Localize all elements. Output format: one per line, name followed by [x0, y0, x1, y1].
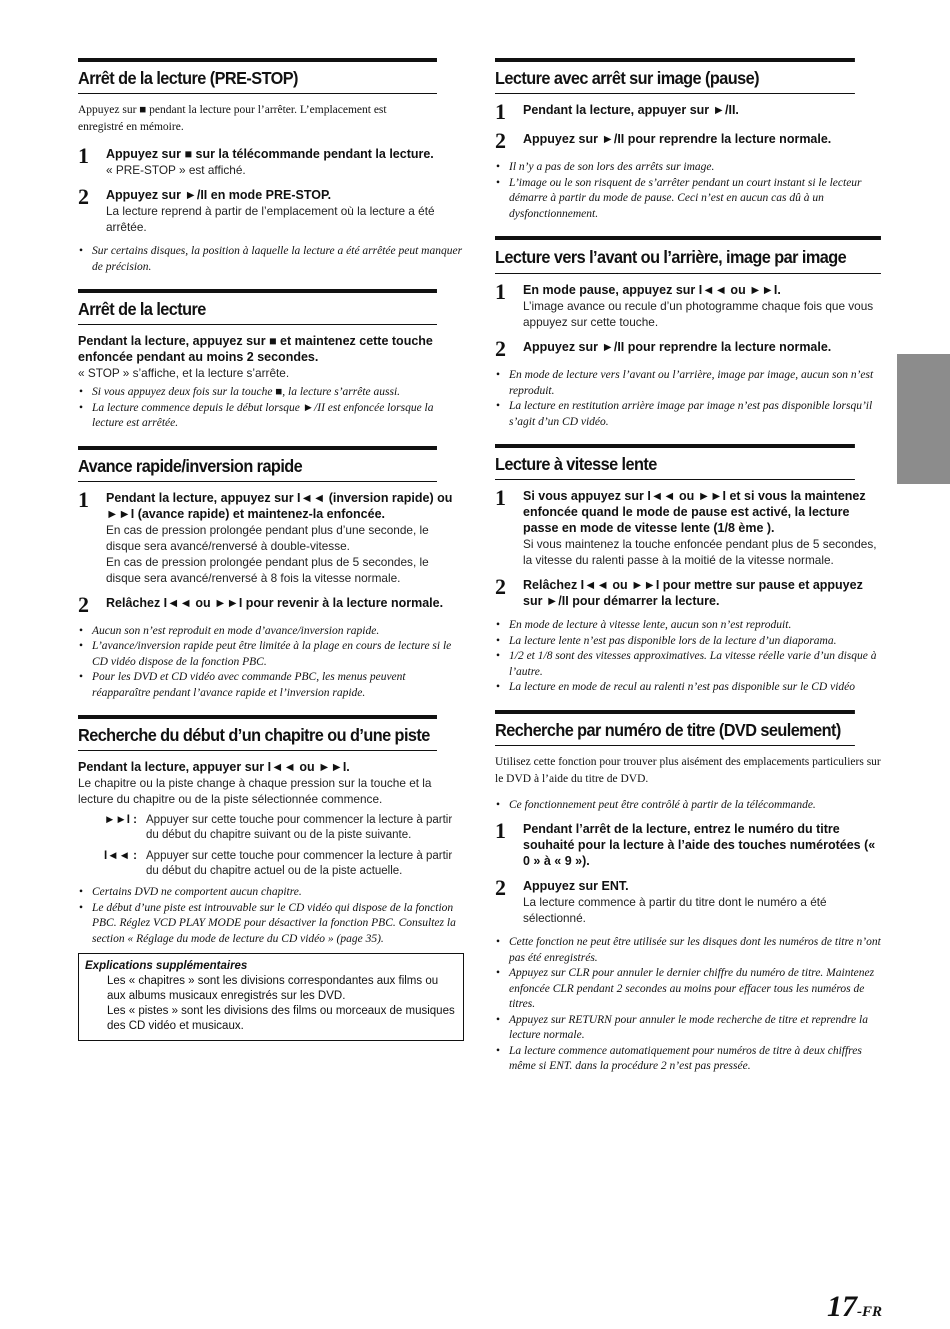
- heading-slow-motion: Lecture à vitesse lente: [495, 444, 855, 480]
- fastfwd-step-2: [78, 591, 464, 617]
- step-number: 2: [495, 128, 506, 153]
- frame-notes: [495, 368, 882, 430]
- note: • Si vous appuyez deux fois sur la touche ■, la lecture s’arrête aussi.: [78, 385, 464, 401]
- explanation-box: [78, 953, 464, 1041]
- step-title: Appuyez sur ►/II pour reprendre la lecture normale.: [523, 340, 832, 354]
- key-prev-row: [104, 849, 464, 879]
- stop-instruction: Pendant la lecture, appuyez sur ■ et maintenez cette touche enfoncée pendant au moins 2 secondes.: [78, 334, 433, 364]
- step-title: Relâchez I◄◄ ou ►►I pour revenir à la lecture normale.: [106, 595, 444, 610]
- step-title: Appuyez sur ENT.: [523, 879, 629, 893]
- title-step-2: [495, 875, 882, 926]
- chapter-description: Le chapitre ou la piste change à chaque pression sur la touche et la lecture du chapitre ou de la piste sélectionnée commence.: [78, 776, 432, 806]
- step-number: 1: [495, 485, 506, 510]
- note: • La lecture en mode de recul au ralenti n’est pas disponible sur le CD vidéo: [495, 680, 882, 696]
- stop-result: « STOP » s’affiche, et la lecture s’arrête.: [78, 366, 290, 380]
- title-intro: Utilisez cette fonction pour trouver plus aisément des emplacements particuliers sur le DVD à l’aide du titre de DVD.: [495, 755, 881, 785]
- note: • La lecture commence automatiquement pour numéros de titre à deux chiffres même si ENT. dans la procédure 2 n’est pas pressée.: [495, 1044, 882, 1075]
- note: • L’avance/inversion rapide peut être limitée à la plage en cours de lecture si le CD vidéo dispose de la fonction PBC.: [78, 639, 464, 670]
- note: • Appuyez sur RETURN pour annuler le mode recherche de titre et reprendre la lecture normale.: [495, 1013, 882, 1044]
- step-desc: Si vous maintenez la touche enfoncée pendant plus de 5 secondes, la vitesse du ralenti passe à la moitié de la vitesse normale.: [523, 537, 877, 567]
- explanation-tracks: Les « pistes » sont les divisions des films ou morceaux de musiques des CD vidéo et musicaux.: [107, 1005, 455, 1032]
- heading-title-search: Recherche par numéro de titre (DVD seulement): [495, 710, 855, 746]
- step-title: Si vous appuyez sur I◄◄ ou ►►I et si vous la maintenez enfoncée quand le mode de pause est activé, la lecture passe en mode de vitesse lente (1/8 ème ).: [523, 489, 866, 535]
- key-prev-text: Appuyer sur cette touche pour commencer la lecture à partir du début du chapitre actuel ou de la piste actuelle.: [146, 850, 453, 877]
- explanation-title: Explications supplémentaires: [85, 960, 248, 972]
- pause-step-1: [495, 99, 882, 124]
- step-desc: En cas de pression prolongée pendant plus de 5 secondes, le disque sera avancé/renversé à 8 fois la vitesse normale.: [106, 554, 429, 585]
- step-number: 1: [495, 279, 506, 304]
- note: • L’image ou le son risquent de s’arrêter pendant un court instant si le lecteur démarre à partir du mode de pause. Ceci n’est en aucun cas dû à un dysfonctionnement.: [495, 176, 882, 223]
- note: • Ce fonctionnement peut être contrôlé à partir de la télécommande.: [495, 798, 882, 814]
- step-title: Relâchez I◄◄ ou ►►I pour mettre sur pause et appuyez sur ►/II pour démarrer la lecture.: [523, 578, 863, 608]
- chapter-notes: [78, 885, 464, 947]
- key-next-row: [104, 813, 464, 843]
- slow-step-1: [495, 485, 882, 568]
- key-next-text: Appuyer sur cette touche pour commencer la lecture à partir du début du chapitre suivant ou de la piste suivante.: [146, 814, 453, 841]
- page-number-value: 17: [826, 1290, 857, 1323]
- page-number-suffix: -FR: [856, 1304, 882, 1320]
- heading-prestop: Arrêt de la lecture (PRE-STOP): [78, 58, 437, 94]
- step-number: 2: [495, 875, 506, 900]
- step-number: 1: [495, 99, 506, 124]
- right-column: [495, 58, 882, 1089]
- note: • En mode de lecture à vitesse lente, aucun son n’est reproduit.: [495, 618, 882, 634]
- slow-step-2: [495, 574, 882, 609]
- prestop-notes: [78, 244, 464, 275]
- note: • En mode de lecture vers l’avant ou l’arrière, image par image, aucun son n’est reproduit.: [495, 368, 882, 399]
- title-pre-notes: [495, 798, 882, 814]
- step-number: 2: [495, 574, 506, 599]
- step-desc: En cas de pression prolongée pendant plus d’une seconde, le disque sera avancé/renversé à double-vitesse.: [106, 522, 429, 553]
- step-number: 2: [495, 336, 506, 361]
- step-desc: L’image avance ou recule d’un photogramme chaque fois que vous appuyez sur cette touche.: [523, 299, 874, 329]
- note: • Il n’y a pas de son lors des arrêts sur image.: [495, 160, 882, 176]
- note: • La lecture en restitution arrière image par image n’est pas disponible lorsqu’il s’agit d’un CD vidéo.: [495, 399, 882, 430]
- section-pause: [495, 58, 882, 222]
- frame-step-2: [495, 336, 882, 361]
- pause-step-2: [495, 128, 882, 153]
- heading-chapter-search: Recherche du début d’un chapitre ou d’une piste: [78, 715, 437, 751]
- heading-fast-forward: Avance rapide/inversion rapide: [78, 446, 437, 482]
- prestop-step-1: [78, 143, 464, 178]
- step-title: Pendant la lecture, appuyer sur ►/II.: [523, 103, 739, 117]
- prestop-step-2: [78, 184, 464, 235]
- prestop-intro-line1: Appuyez sur ■ pendant la lecture pour l’arrêter. L’emplacement est: [78, 104, 387, 116]
- previous-icon: I◄◄ :: [104, 850, 137, 862]
- pause-notes: [495, 160, 882, 222]
- page-number: [827, 1290, 882, 1324]
- section-frame-by-frame: [495, 236, 882, 430]
- section-prestop: [78, 58, 464, 275]
- title-step-1: [495, 818, 882, 869]
- explanation-chapters: Les « chapitres » sont les divisions correspondantes aux films ou aux albums musicaux enregistrés sur les DVD.: [107, 975, 439, 1002]
- note: • Le début d’une piste est introuvable sur le CD vidéo qui dispose de la fonction PBC. Réglez VCD PLAY MODE pour désactiver la fonction PBC. Consultez la section « Réglage du mode de lecture du CD vidéo » (page 35).: [78, 901, 464, 948]
- step-title: Pendant l’arrêt de la lecture, entrez le numéro du titre souhaité pour la lecture à l’aide des touches numérotées (« 0 » à « 9 »).: [523, 822, 876, 868]
- slow-notes: [495, 618, 882, 696]
- left-column: [78, 58, 464, 1055]
- fastfwd-step-1: [78, 486, 464, 586]
- step-number: 2: [78, 591, 89, 617]
- note: • Pour les DVD et CD vidéo avec commande PBC, les menus peuvent réapparaître pendant l’avance rapide et l’inversion rapide.: [78, 670, 464, 701]
- note: • La lecture lente n’est pas disponible lors de la lecture d’un diaporama.: [495, 634, 882, 650]
- section-title-search: [495, 710, 882, 1075]
- section-slow-motion: [495, 444, 882, 696]
- step-number: 1: [78, 143, 89, 168]
- prestop-intro-line2: enregistré en mémoire.: [78, 121, 184, 133]
- chapter-instruction: Pendant la lecture, appuyer sur I◄◄ ou ►►I.: [78, 760, 350, 774]
- step-title: Appuyez sur ►/II pour reprendre la lecture normale.: [523, 132, 832, 146]
- fastfwd-notes: [78, 624, 464, 702]
- title-notes: [495, 935, 882, 1075]
- section-stop: [78, 289, 464, 432]
- step-title: Pendant la lecture, appuyez sur I◄◄ (inversion rapide) ou ►►I (avance rapide) et maintenez-la enfoncée.: [106, 490, 453, 521]
- section-fast-forward: [78, 446, 464, 702]
- step-number: 1: [78, 486, 89, 512]
- step-desc: La lecture reprend à partir de l’emplacement où la lecture a été arrêtée.: [106, 204, 435, 234]
- step-desc: La lecture commence à partir du titre dont le numéro a été sélectionné.: [523, 895, 827, 925]
- note: • Appuyez sur CLR pour annuler le dernier chiffre du numéro de titre. Maintenez enfoncée CLR pendant 2 secondes au moins pour effacer tous les numéros de titres.: [495, 966, 882, 1013]
- note: • Certains DVD ne comportent aucun chapitre.: [78, 885, 464, 901]
- step-title: En mode pause, appuyez sur I◄◄ ou ►►I.: [523, 283, 781, 297]
- step-title: Appuyez sur ►/II en mode PRE-STOP.: [106, 188, 332, 202]
- heading-stop: Arrêt de la lecture: [78, 289, 437, 325]
- note: • Cette fonction ne peut être utilisée sur les disques dont les numéros de titre n’ont pas été enregistrés.: [495, 935, 882, 966]
- step-number: 1: [495, 818, 506, 843]
- note: • 1/2 et 1/8 sont des vitesses approximatives. La vitesse réelle varie d’un disque à l’autre.: [495, 649, 882, 680]
- step-number: 2: [78, 184, 89, 209]
- section-chapter-search: [78, 715, 464, 1041]
- next-icon: ►►I :: [104, 814, 137, 826]
- heading-pause: Lecture avec arrêt sur image (pause): [495, 58, 855, 94]
- heading-frame-by-frame: Lecture vers l’avant ou l’arrière, image par image: [495, 236, 881, 274]
- prestop-intro: [78, 102, 464, 136]
- frame-step-1: [495, 279, 882, 330]
- note: • Aucun son n’est reproduit en mode d’avance/inversion rapide.: [78, 624, 464, 640]
- step-title: Appuyez sur ■ sur la télécommande pendant la lecture.: [106, 147, 434, 161]
- stop-notes: [78, 385, 464, 432]
- note: • La lecture commence depuis le début lorsque ►/II est enfoncée lorsque la lecture est arrêtée.: [78, 401, 464, 432]
- side-tab-marker: [897, 354, 950, 484]
- note: • Sur certains disques, la position à laquelle la lecture a été arrêtée peut manquer de précision.: [78, 244, 464, 275]
- step-desc: « PRE-STOP » est affiché.: [106, 163, 246, 177]
